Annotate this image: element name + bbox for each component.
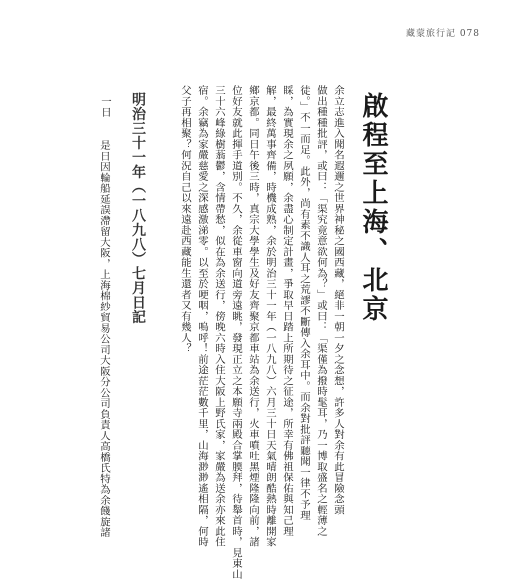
body-line: 鄉京都。同日午後三時，真宗大學學生及好友齊聚京都車站為余送行，火車噴吐黑煙隆隆向前，諸 (247, 85, 259, 548)
body-line: 睬，為實現余之夙願，余盡心制定計畫，爭取早日踏上所期待之征途，所幸有佛祖保佑與知己理 (281, 85, 293, 537)
body-line: 徒。」不一而足。此外，尚有素不識人耳之荒謬不斷傳入余耳中。而余對批評聽聞一律不予理 (298, 85, 310, 521)
body-line: 做出種種批評，或曰：「渠究竟意欲何為？」或曰：「渠僅為撥時髦耳，乃一博取盛名之輕薄之 (315, 85, 327, 537)
entry-line: 是日因輪船延誤滯留大阪，上海棉紗貿易公司大阪分公司負責人高橋氏特為余餞旋諸 (98, 140, 110, 538)
body-line: 余立志進入聞名遐邇之世界神秘之國西藏，絕非一朝一夕之念想，許多人對余有此冒險念頭 (332, 85, 344, 515)
body-line: 解，最終萬事齊備，時機成熟，余於明治三十一年（一八九八）六月三十日天氣晴朗酷熱時離開家 (264, 85, 276, 548)
body-line: 位好友就此揮手道別。不久，余從車窗向道旁遠眺，發現正立之本願寺兩殿合掌膜拜，待舉首時，見東山 (230, 85, 242, 580)
body-line: 三十六峰綠樹蓊鬱，含情帶愁，似在為余送行，傍晚六時入住大阪上野氏家，家嚴為送余亦來此住 (213, 85, 225, 548)
body-line: 父子再相聚？何況自己以來遠赴西藏能生還者又有幾人？ (179, 85, 191, 354)
chapter-title: 啟程至上海、北京 (358, 92, 388, 324)
diary-date-heading: 明治三十一年（一八九八）七月日記 (130, 92, 146, 324)
running-header: 藏蒙旅行記 078 (405, 29, 480, 39)
body-line: 宿。余竊為家嚴慈愛之深感激涕零。以至於哽咽，嗚呼！前途茫茫數千里，山海渺渺遙相隔，何時 (196, 85, 208, 548)
entry-date: 一日 (99, 96, 111, 118)
